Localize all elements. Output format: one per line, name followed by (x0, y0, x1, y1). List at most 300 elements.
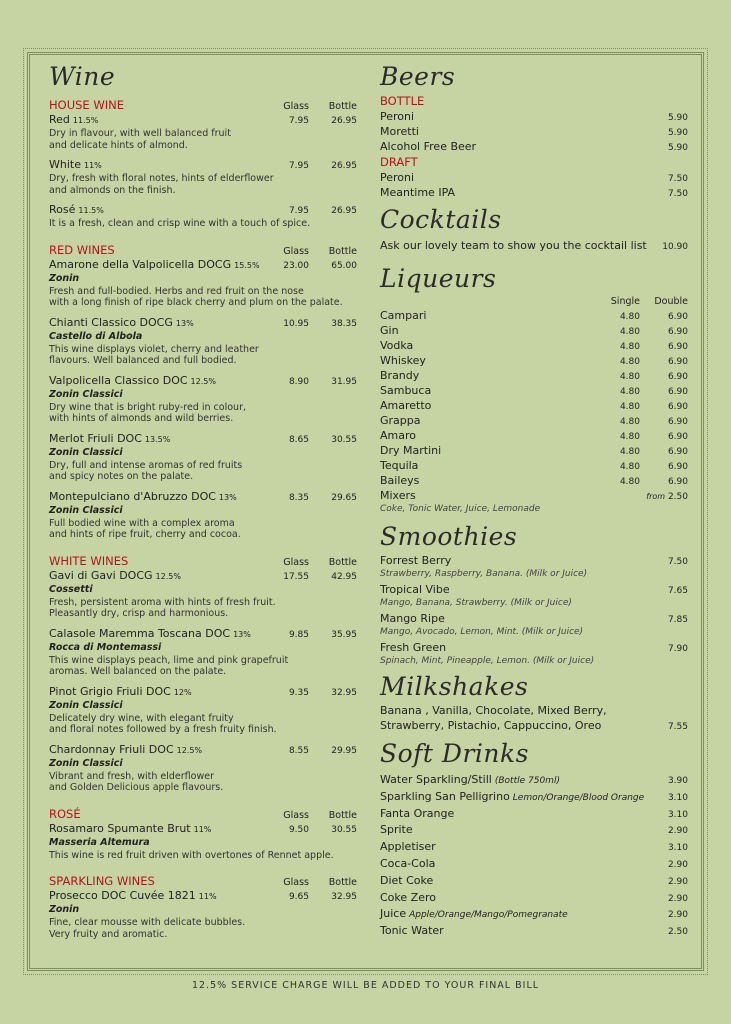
soft-drink-name-cell (380, 924, 638, 937)
liqueur-row (380, 354, 688, 369)
liqueur-row (380, 444, 688, 459)
wine-bottle-price: 29.95 (331, 745, 357, 756)
wine-sections (49, 96, 357, 940)
soft-drink-price: 2.90 (667, 876, 688, 887)
wine-producer: Zonin Classici (49, 699, 123, 711)
wine-glass-price: 17.55 (283, 571, 309, 582)
liqueur-row (380, 429, 688, 444)
mixers-desc: Coke, Tonic Water, Juice, Lemonade (380, 504, 541, 514)
liqueurs-header (380, 296, 688, 309)
soft-drink-name: Coke Zero (380, 890, 436, 904)
liqueur-single-price: 4.80 (619, 312, 640, 322)
wine-abv: 15.5% (234, 260, 260, 270)
smoothie-price: 7.90 (667, 644, 688, 654)
soft-drink-name: Appletiser (380, 840, 436, 854)
soft-drink-name: Diet Coke (380, 873, 434, 887)
liqueur-single-price: 4.80 (619, 462, 640, 472)
liqueur-single-price: 4.80 (619, 447, 640, 457)
liqueur-row (380, 339, 688, 354)
soft-drink-row (380, 773, 688, 790)
smoothie-name: Tropical Vibe (380, 583, 450, 596)
liqueur-double-price: 6.90 (667, 402, 688, 412)
wine-description: This wine displays violet, cherry and leather (49, 343, 259, 355)
wine-section-header (49, 805, 357, 821)
soft-drink-name: Fanta Orange (380, 806, 455, 820)
wine-section-title: RED WINES (49, 242, 115, 257)
glass-label: Glass (283, 556, 309, 568)
smoothie-price: 7.65 (667, 586, 688, 596)
wine-heading: Wine (49, 62, 116, 91)
drinks-column (380, 60, 688, 941)
wine-glass-price: 23.00 (283, 260, 309, 271)
beers-draft-title: DRAFT (380, 155, 418, 169)
wine-bottle-price: 29.65 (331, 492, 357, 503)
wine-name-cell (49, 258, 269, 271)
list-item (380, 140, 688, 155)
beers-heading: Beers (380, 62, 456, 91)
soft-drink-price: 2.90 (667, 826, 688, 837)
wine-description: It is a fresh, clean and crisp wine with a touch of spice. (49, 218, 311, 229)
wine-item (49, 374, 357, 425)
soft-drink-row (380, 857, 688, 874)
soft-drink-row (380, 840, 688, 857)
soft-drink-price: 2.90 (667, 910, 688, 921)
wine-producer: Zonin Classici (49, 446, 123, 458)
soft-drink-price: 3.10 (667, 809, 688, 820)
wine-glass-price: 7.95 (288, 116, 309, 126)
wine-section-title: HOUSE WINE (49, 98, 124, 112)
bottle-label: Bottle (328, 556, 357, 568)
wine-glass-price: 10.95 (283, 318, 309, 329)
wine-name: Chianti Classico DOCG (49, 315, 173, 329)
liqueur-double-price: 6.90 (667, 357, 688, 367)
wine-name: Rosé (49, 203, 76, 216)
wine-section-title: WHITE WINES (49, 553, 129, 568)
soft-drink-name-cell (380, 907, 638, 920)
wine-description: and almonds on the finish. (49, 184, 176, 196)
wine-description: Fresh and full-bodied. Herbs and red fruit on the nose (49, 285, 304, 297)
wine-description: Dry in flavour, with well balanced fruit (49, 128, 231, 139)
soft-drink-name: Coca-Cola (380, 856, 436, 870)
smoothie-desc: Mango, Banana, Strawberry. (Milk or Juice) (380, 598, 572, 608)
wine-row (49, 203, 357, 218)
list-item (380, 186, 688, 201)
smoothies-heading: Smoothies (380, 522, 518, 551)
wine-bottle-price: 26.95 (331, 161, 357, 171)
wine-producer: Rocca di Montemassi (49, 641, 162, 653)
wine-description: and spicy notes on the palate. (49, 471, 194, 482)
liqueurs-list (380, 309, 688, 489)
liqueur-name: Grappa (380, 414, 421, 427)
wine-abv: 12.5% (190, 376, 216, 386)
wine-name-cell (49, 889, 269, 902)
wine-name-cell (49, 627, 269, 640)
wine-column (49, 60, 357, 940)
liqueurs-heading: Liqueurs (380, 264, 497, 293)
smoothie-row (380, 641, 688, 656)
soft-drink-row (380, 907, 688, 924)
wine-producer: Masseria Altemura (49, 836, 150, 848)
wine-item (49, 685, 357, 736)
soft-drink-name: Tonic Water (380, 924, 444, 938)
smoothie-desc: Mango, Avocado, Lemon, Mint. (Milk or Juice) (380, 627, 584, 637)
wine-description: Dry, fresh with floral notes, hints of elderflower (49, 173, 274, 184)
item-name: Moretti (380, 125, 419, 138)
liqueur-name: Dry Martini (380, 444, 442, 457)
wine-producer: Cossetti (49, 583, 93, 595)
wine-row (49, 822, 357, 837)
soft-drink-row (380, 874, 688, 891)
list-item (380, 125, 688, 140)
cocktails-price: 10.90 (662, 242, 688, 252)
liqueur-row (380, 459, 688, 474)
wine-description: with a long finish of ripe black cherry and plum on the palate. (49, 297, 343, 308)
soft-drink-price: 2.90 (667, 893, 688, 904)
wine-name-cell (49, 316, 269, 329)
cocktails-text: Ask our lovely team to show you the cocktail list (380, 239, 647, 252)
soft-drink-name: Juice (380, 907, 407, 921)
wine-row (49, 490, 357, 505)
soft-drink-price: 3.10 (667, 843, 688, 854)
liqueur-single-price: 4.80 (619, 342, 640, 352)
wine-glass-price: 8.55 (288, 745, 309, 756)
liqueur-row (380, 474, 688, 489)
wine-producer: Zonin Classici (49, 757, 123, 769)
wine-description: and delicate hints of almond. (49, 139, 188, 151)
wine-row (49, 627, 357, 642)
wine-glass-price: 9.35 (288, 687, 309, 698)
wine-glass-price: 9.65 (288, 892, 309, 902)
liqueur-name: Brandy (380, 369, 420, 382)
item-name: Peroni (380, 110, 415, 123)
wine-name: Rosamaro Spumante Brut (49, 821, 191, 835)
liqueur-name: Vodka (380, 339, 414, 352)
wine-bottle-price: 65.00 (331, 260, 357, 271)
wine-name: Montepulciano d'Abruzzo DOC (49, 489, 216, 503)
milkshakes-line2: Strawberry, Pistachio, Cappuccino, Oreo 7.55 (380, 719, 688, 732)
wine-item (49, 258, 357, 309)
wine-name: Prosecco DOC Cuvée 1821 (49, 889, 196, 902)
wine-item (49, 822, 357, 862)
liqueur-single-price: 4.80 (619, 417, 640, 427)
wine-description: Delicately dry wine, with elegant fruity (49, 712, 234, 724)
milkshakes-line1: Banana , Vanilla, Chocolate, Mixed Berry, (380, 704, 607, 717)
wine-abv: 13% (233, 629, 251, 639)
wine-row (49, 743, 357, 758)
wine-name: White (49, 158, 81, 171)
wine-bottle-price: 32.95 (331, 892, 357, 902)
wine-name-cell (49, 569, 269, 582)
soft-drink-price: 3.90 (667, 776, 688, 786)
soft-drink-name: Sparkling San Pelligrino (380, 789, 510, 803)
wine-bottle-price: 30.55 (331, 434, 357, 445)
wine-item (49, 569, 357, 620)
liqueur-double-price: 6.90 (667, 462, 688, 472)
soft-drink-note: (Bottle 750ml) (494, 776, 560, 786)
wine-description: Full bodied wine with a complex aroma (49, 517, 235, 529)
list-item (380, 110, 688, 125)
glass-label: Glass (283, 245, 309, 257)
item-price: 5.90 (667, 143, 688, 153)
wine-section-header (49, 241, 357, 257)
smoothie-row (380, 583, 688, 598)
wine-item (49, 113, 357, 151)
liqueur-row (380, 384, 688, 399)
smoothie-row (380, 554, 688, 569)
wine-glass-price: 9.85 (288, 629, 309, 640)
liqueur-double-price: 6.90 (667, 342, 688, 352)
soft-drink-note: Apple/Orange/Mango/Pomegranate (409, 910, 568, 921)
soft-drink-row (380, 823, 688, 840)
wine-item (49, 889, 357, 940)
smoothie-price: 7.85 (667, 615, 688, 625)
soft-drink-name: Water Sparkling/Still (380, 773, 492, 786)
smoothie-name: Fresh Green (380, 641, 447, 654)
wine-name: Pinot Grigio Friuli DOC (49, 684, 171, 698)
soft-drink-price: 3.10 (667, 792, 688, 803)
wine-description: Dry, full and intense aromas of red fruits (49, 459, 243, 471)
section-gap (49, 861, 357, 870)
wine-description: Dry wine that is bright ruby-red in colour, (49, 401, 246, 413)
wine-bottle-price: 31.95 (331, 376, 357, 387)
wine-section-header (49, 872, 357, 888)
soft-drink-name-cell (380, 823, 638, 836)
soft-drink-price: 2.50 (667, 927, 688, 938)
wine-description: Fresh, persistent aroma with hints of fresh fruit. (49, 596, 276, 608)
soft-drink-price: 2.90 (667, 859, 688, 870)
mixers-price: 2.50 (667, 492, 688, 502)
beers-bottle-title: BOTTLE (380, 94, 425, 108)
liqueur-name: Amaro (380, 429, 416, 442)
wine-abv: 13% (218, 492, 237, 502)
wine-abv: 12.5% (176, 745, 203, 755)
wine-bottle-price: 42.95 (331, 571, 357, 582)
smoothie-name: Forrest Berry (380, 554, 452, 567)
liqueur-name: Campari (380, 309, 427, 322)
wine-glass-price: 9.50 (288, 824, 309, 835)
wine-abv: 11% (84, 161, 102, 170)
wine-abv: 13% (175, 318, 194, 328)
bottle-label: Bottle (328, 809, 357, 821)
wine-section-title: ROSÉ (49, 806, 81, 821)
wine-item (49, 432, 357, 483)
section-gap (49, 541, 357, 550)
wine-bottle-price: 30.55 (331, 824, 357, 835)
wine-description: flavours. Well balanced and full bodied. (49, 355, 237, 366)
wine-item (49, 316, 357, 367)
wine-name-cell (49, 822, 269, 835)
wine-bottle-price: 38.35 (331, 318, 357, 329)
liqueur-single-price: 4.80 (619, 372, 640, 382)
wine-glass-price: 8.90 (288, 376, 309, 387)
liqueur-single-price: 4.80 (619, 477, 640, 487)
liqueur-row (380, 369, 688, 384)
wine-description: and floral notes followed by a fresh fruity finish. (49, 724, 277, 735)
wine-glass-price: 7.95 (288, 206, 309, 216)
wine-item (49, 158, 357, 196)
wine-description: and Golden Delicious apple flavours. (49, 782, 224, 793)
wine-row (49, 889, 357, 904)
wine-description: Very fruity and aromatic. (49, 928, 168, 940)
liqueur-row (380, 399, 688, 414)
soft-drink-note: Lemon/Orange/Blood Orange (512, 792, 645, 803)
wine-name-cell (49, 113, 269, 126)
wine-row (49, 569, 357, 584)
cocktails-heading: Cocktails (380, 205, 502, 234)
soft-drink-name: Sprite (380, 823, 413, 837)
item-name: Alcohol Free Beer (380, 140, 477, 153)
wine-section-title: SPARKLING WINES (49, 874, 155, 888)
liqueur-row (380, 309, 688, 324)
wine-description: Pleasantly dry, crisp and harmonious. (49, 608, 229, 619)
smoothie-desc: Spinach, Mint, Pineapple, Lemon. (Milk or Juice) (380, 656, 595, 666)
wine-producer: Zonin (49, 904, 80, 915)
liqueur-name: Gin (380, 324, 399, 337)
wine-bottle-price: 32.95 (331, 687, 357, 698)
wine-item (49, 203, 357, 230)
wine-row (49, 113, 357, 128)
wine-bottle-price: 26.95 (331, 206, 357, 216)
soft-drink-name-cell (380, 773, 638, 786)
liqueur-double-price: 6.90 (667, 327, 688, 337)
section-gap (49, 794, 357, 803)
soft-drink-row (380, 924, 688, 941)
wine-row (49, 374, 357, 389)
wine-abv: 11.5% (78, 206, 104, 215)
wine-name: Merlot Friuli DOC (49, 431, 142, 445)
wine-name-cell (49, 203, 269, 216)
wine-name-cell (49, 158, 269, 171)
liqueur-name: Tequila (380, 459, 419, 472)
soft-drink-name-cell (380, 891, 638, 904)
wine-name-cell (49, 490, 269, 503)
wine-name: Amarone della Valpolicella DOCG (49, 257, 232, 271)
wine-description: with hints of almonds and wild berries. (49, 413, 234, 424)
wine-item (49, 743, 357, 794)
wine-producer: Zonin Classici (49, 388, 123, 400)
glass-label: Glass (283, 877, 309, 888)
soft-drink-name-cell (380, 840, 638, 853)
liqueur-name: Sambuca (380, 384, 432, 397)
liqueur-double-price: 6.90 (667, 312, 688, 322)
wine-row (49, 432, 357, 447)
soft-drink-name-cell (380, 874, 638, 887)
milkshakes-price: 7.55 (667, 722, 688, 732)
wine-abv: 12% (173, 687, 192, 697)
glass-label: Glass (283, 101, 309, 112)
liqueur-single-price: 4.80 (619, 432, 640, 442)
wine-row (49, 316, 357, 331)
soft-drink-row (380, 807, 688, 824)
soft-drink-name-cell (380, 857, 638, 870)
wine-name-cell (49, 374, 269, 387)
milkshakes-heading: Milkshakes (380, 672, 529, 701)
soft-drinks-list (380, 773, 688, 941)
liqueur-single-price: 4.80 (619, 402, 640, 412)
soft-drinks-heading: Soft Drinks (380, 739, 529, 768)
wine-glass-price: 7.95 (288, 161, 309, 171)
liqueur-double-price: 6.90 (667, 477, 688, 487)
mixers-row (380, 489, 688, 504)
bottle-label: Bottle (328, 877, 357, 888)
item-price: 5.90 (667, 128, 688, 138)
wine-bottle-price: 26.95 (331, 116, 357, 126)
item-price: 5.90 (667, 113, 688, 123)
beers-draft-list (380, 171, 688, 201)
cocktails-row (380, 239, 688, 254)
liqueurs-single-label: Single (610, 296, 640, 307)
wine-description: This wine is red fruit driven with overtones of Rennet apple. (49, 849, 334, 861)
wine-name: Calasole Maremma Toscana DOC (49, 626, 231, 640)
mixers-from: from (646, 492, 666, 501)
bottle-label: Bottle (328, 101, 357, 112)
liqueur-row (380, 414, 688, 429)
glass-label: Glass (283, 809, 309, 821)
item-name: Peroni (380, 171, 415, 184)
liqueur-single-price: 4.80 (619, 327, 640, 337)
wine-abv: 11% (198, 892, 217, 901)
bottle-label: Bottle (328, 245, 357, 257)
wine-row (49, 158, 357, 173)
wine-name: Valpolicella Classico DOC (49, 373, 188, 387)
item-name: Meantime IPA (380, 186, 456, 199)
wine-name-cell (49, 743, 269, 756)
wine-description: aromas. Well balanced on the palate. (49, 666, 227, 677)
wine-name: Chardonnay Friuli DOC (49, 742, 174, 756)
wine-description: Vibrant and fresh, with elderflower (49, 770, 214, 782)
smoothie-name: Mango Ripe (380, 612, 445, 625)
wine-description: This wine displays peach, lime and pink grapefruit (49, 654, 289, 666)
section-gap (49, 230, 357, 239)
wine-bottle-price: 35.95 (331, 629, 357, 640)
wine-name: Gavi di Gavi DOCG (49, 568, 153, 582)
wine-name: Red (49, 113, 70, 126)
wine-producer: Zonin (49, 272, 80, 284)
soft-drink-row (380, 891, 688, 908)
item-price: 7.50 (667, 174, 688, 184)
smoothies-list (380, 554, 688, 670)
liqueur-double-price: 6.90 (667, 432, 688, 442)
wine-item (49, 490, 357, 541)
liqueur-double-price: 6.90 (667, 387, 688, 397)
liqueur-single-price: 4.80 (619, 387, 640, 397)
wine-abv: 12.5% (155, 571, 181, 581)
wine-producer: Castello di Albola (49, 330, 143, 342)
liqueur-name: Amaretto (380, 399, 432, 412)
smoothie-price: 7.50 (667, 557, 688, 567)
wine-description: and hints of ripe fruit, cherry and cocoa. (49, 529, 241, 540)
wine-glass-price: 8.35 (288, 492, 309, 503)
wine-abv: 11.5% (72, 116, 99, 125)
smoothie-desc: Strawberry, Raspberry, Banana. (Milk or Juice) (380, 569, 588, 579)
liqueur-row (380, 324, 688, 339)
wine-section-header (49, 96, 357, 112)
liqueurs-double-label: Double (654, 296, 688, 307)
service-charge-note: 12.5% SERVICE CHARGE WILL BE ADDED TO YOUR FINAL BILL (191, 980, 540, 991)
liqueur-name: Baileys (380, 474, 420, 487)
soft-drink-name-cell (380, 790, 644, 803)
liqueur-double-price: 6.90 (667, 372, 688, 382)
wine-item (49, 627, 357, 678)
wine-description: Fine, clear mousse with delicate bubbles. (49, 917, 246, 928)
wine-row (49, 685, 357, 700)
soft-drink-name-cell (380, 807, 638, 820)
beers-bottle-list (380, 110, 688, 155)
wine-abv: 13.5% (144, 434, 171, 444)
item-price: 7.50 (667, 189, 688, 199)
smoothie-row (380, 612, 688, 627)
liqueur-double-price: 6.90 (667, 447, 688, 457)
